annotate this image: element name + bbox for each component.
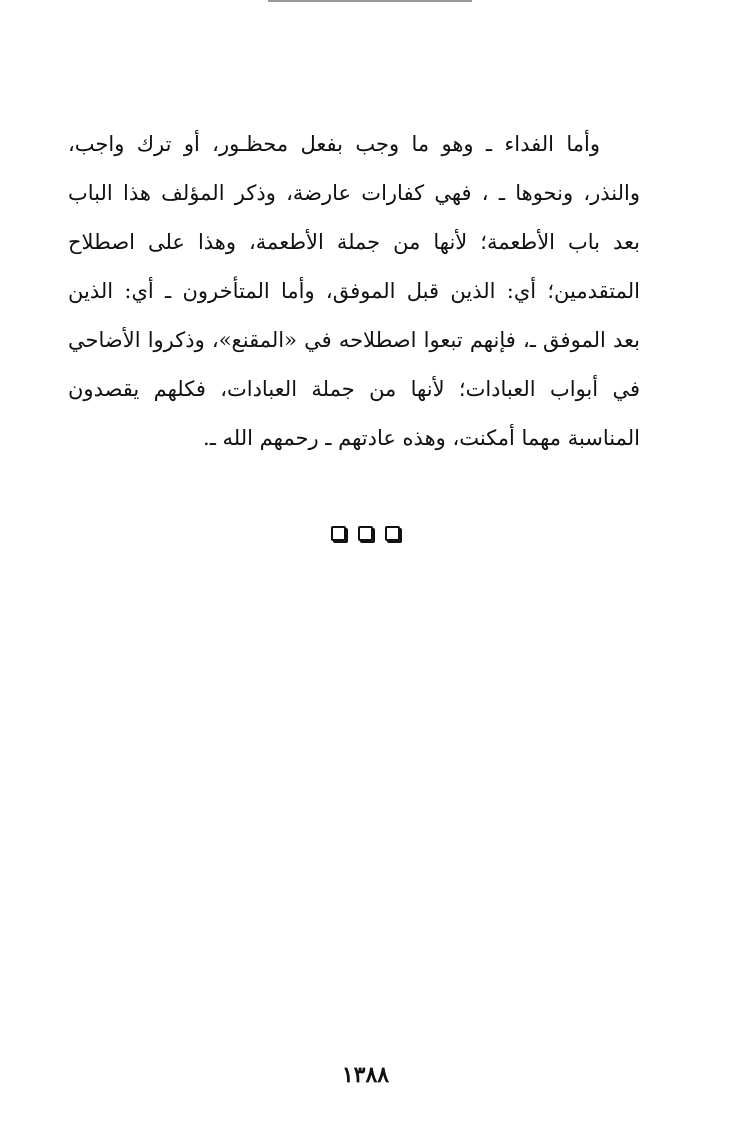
text-line-4: المتقدمين؛ أي: الذين قبل الموفق، وأما المتأخرون ـ أي: الذين (68, 279, 640, 303)
square-ornament-icon (358, 526, 373, 541)
text-line-5: بعد الموفق ـ، فإنهم تبعوا اصطلاحه في «المقنع»، وذكروا الأضاحي (68, 328, 640, 352)
text-line-1: وأما الفداء ـ وهو ما وجب بفعل محظـور، أو ترك واجب، (68, 132, 600, 156)
page-number: ١٣٨٨ (341, 1062, 390, 1088)
text-line-2: والنذر، ونحوها ـ ، فهي كفارات عارضة، وذكر المؤلف هذا الباب (68, 181, 640, 205)
text-line-6: في أبواب العبادات؛ لأنها من جملة العبادات، فكلهم يقصدون (68, 377, 640, 401)
square-ornament-icon (331, 526, 346, 541)
text-line-3: بعد باب الأطعمة؛ لأنها من جملة الأطعمة، وهذا على اصطلاح (68, 230, 640, 254)
text-line-7: المناسبة مهما أمكنت، وهذه عادتهم ـ رحمهم الله ـ. (203, 426, 640, 450)
body-paragraph (68, 126, 640, 469)
section-separator (0, 526, 731, 541)
square-ornament-icon (385, 526, 400, 541)
header-rule (268, 0, 472, 2)
